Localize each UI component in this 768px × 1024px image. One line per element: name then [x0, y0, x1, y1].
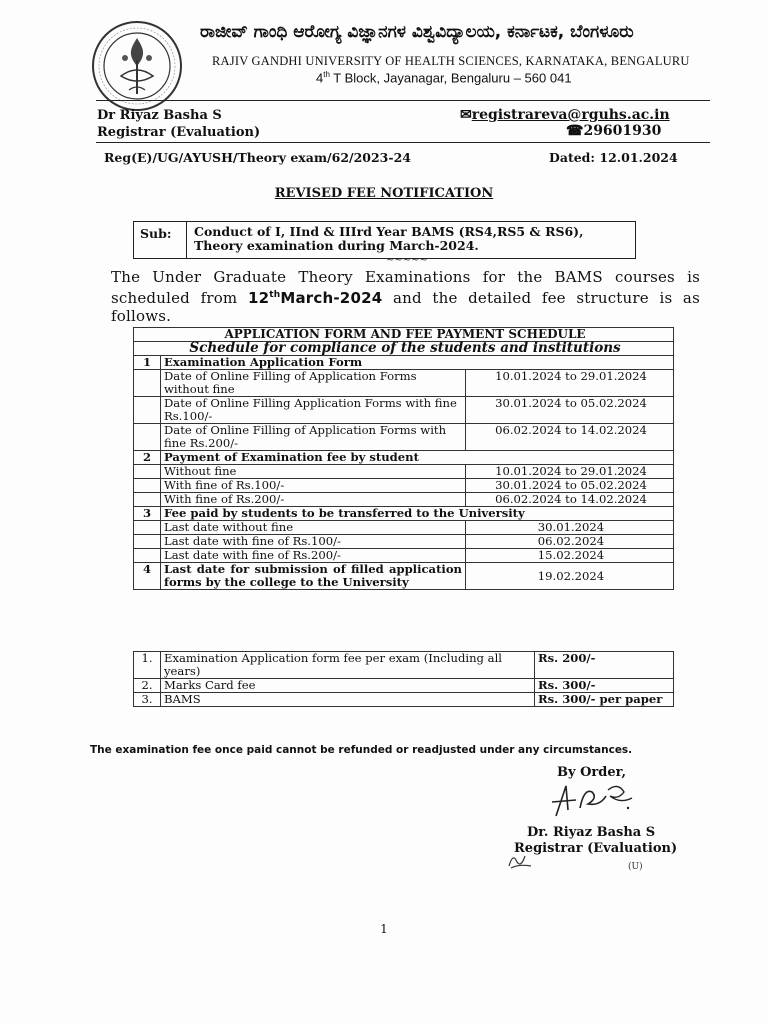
university-name: RAJIV GANDHI UNIVERSITY OF HEALTH SCIENCES, KARNATAKA, BENGALURU	[212, 54, 690, 68]
refund-note: The examination fee once paid cannot be refunded or readjusted under any circumstances.	[90, 744, 633, 756]
closing-name: Dr. Riyaz Basha S	[527, 825, 656, 840]
table-row: 2. Marks Card fee Rs. 300/-	[134, 679, 674, 693]
email-link[interactable]: ✉registrareva@rguhs.ac.in	[460, 107, 670, 123]
table-row: Last date without fine 30.01.2024	[134, 521, 674, 535]
table-row: Last date with fine of Rs.100/- 06.02.2024	[134, 535, 674, 549]
mail-icon: ✉	[460, 107, 472, 123]
table-row: Date of Online Filling of Application Forms without fine 10.01.2024 to 29.01.2024	[134, 370, 674, 397]
table-row: 3 Fee paid by students to be transferred to the University	[134, 507, 674, 521]
subject-label: Sub:	[140, 226, 172, 241]
fee-table	[133, 651, 674, 707]
signatory-name: Dr Riyaz Basha S	[97, 108, 222, 123]
signatory-title: Registrar (Evaluation)	[97, 125, 261, 140]
schedule-table	[133, 327, 674, 590]
table-row: 3. BAMS Rs. 300/- per paper	[134, 693, 674, 707]
reference-number: Reg(E)/UG/AYUSH/Theory exam/62/2023-24	[104, 150, 411, 165]
dated: Dated: 12.01.2024	[549, 150, 678, 165]
notification-heading: REVISED FEE NOTIFICATION	[274, 186, 494, 201]
intro-paragraph: The Under Graduate Theory Examinations for the BAMS courses is scheduled from 12thMarch-2024 and the detailed fee structure is as follows.	[111, 268, 700, 325]
phone-icon: ☎	[566, 123, 584, 139]
margin-scribble: (U)	[628, 862, 643, 872]
separator-tilde: ~~~~~	[386, 255, 428, 266]
table-row: Last date with fine of Rs.200/- 15.02.2024	[134, 549, 674, 563]
university-logo	[91, 20, 183, 112]
handwritten-initial	[505, 848, 535, 870]
table-row: 1 Examination Application Form	[134, 356, 674, 370]
table-row: 4 Last date for submission of filled application forms by the college to the University 19.02.2024	[134, 563, 674, 590]
by-order: By Order,	[557, 765, 627, 780]
subject-text: Conduct of I, IInd & IIIrd Year BAMS (RS4,RS5 & RS6), Theory examination during March-2024.	[194, 224, 584, 253]
subject-box	[133, 221, 636, 259]
table-row: With fine of Rs.200/- 06.02.2024 to 14.02.2024	[134, 493, 674, 507]
schedule-subtitle: Schedule for compliance of the students and institutions	[134, 342, 674, 356]
handwritten-signature	[548, 778, 638, 828]
signatory-rule	[96, 142, 710, 143]
closing-title: Registrar (Evaluation)	[514, 841, 678, 856]
table-row: With fine of Rs.100/- 30.01.2024 to 05.02.2024	[134, 479, 674, 493]
header-rule	[96, 100, 710, 101]
schedule-title: APPLICATION FORM AND FEE PAYMENT SCHEDULE	[134, 328, 674, 342]
phone-number: ☎29601930	[566, 123, 662, 139]
table-row: Date of Online Filling Application Forms with fine Rs.100/- 30.01.2024 to 05.02.2024	[134, 397, 674, 424]
table-row: 1. Examination Application form fee per exam (Including all years) Rs. 200/-	[134, 652, 674, 679]
university-name-kannada: ರಾಜೀವ್ ಗಾಂಧಿ ಆರೋಗ್ಯ ವಿಜ್ಞಾನಗಳ ವಿಶ್ವವಿದ್ಯಾಲಯ, ಕರ್ನಾಟಕ, ಬೆಂಗಳೂರು	[200, 22, 634, 42]
page-number: 1	[380, 922, 388, 936]
table-row: Date of Online Filling of Application Forms with fine Rs.200/- 06.02.2024 to 14.02.2024	[134, 424, 674, 451]
university-address: 4th T Block, Jayanagar, Bengaluru – 560 041	[316, 70, 572, 86]
table-row: Without fine 10.01.2024 to 29.01.2024	[134, 465, 674, 479]
table-row: 2 Payment of Examination fee by student	[134, 451, 674, 465]
